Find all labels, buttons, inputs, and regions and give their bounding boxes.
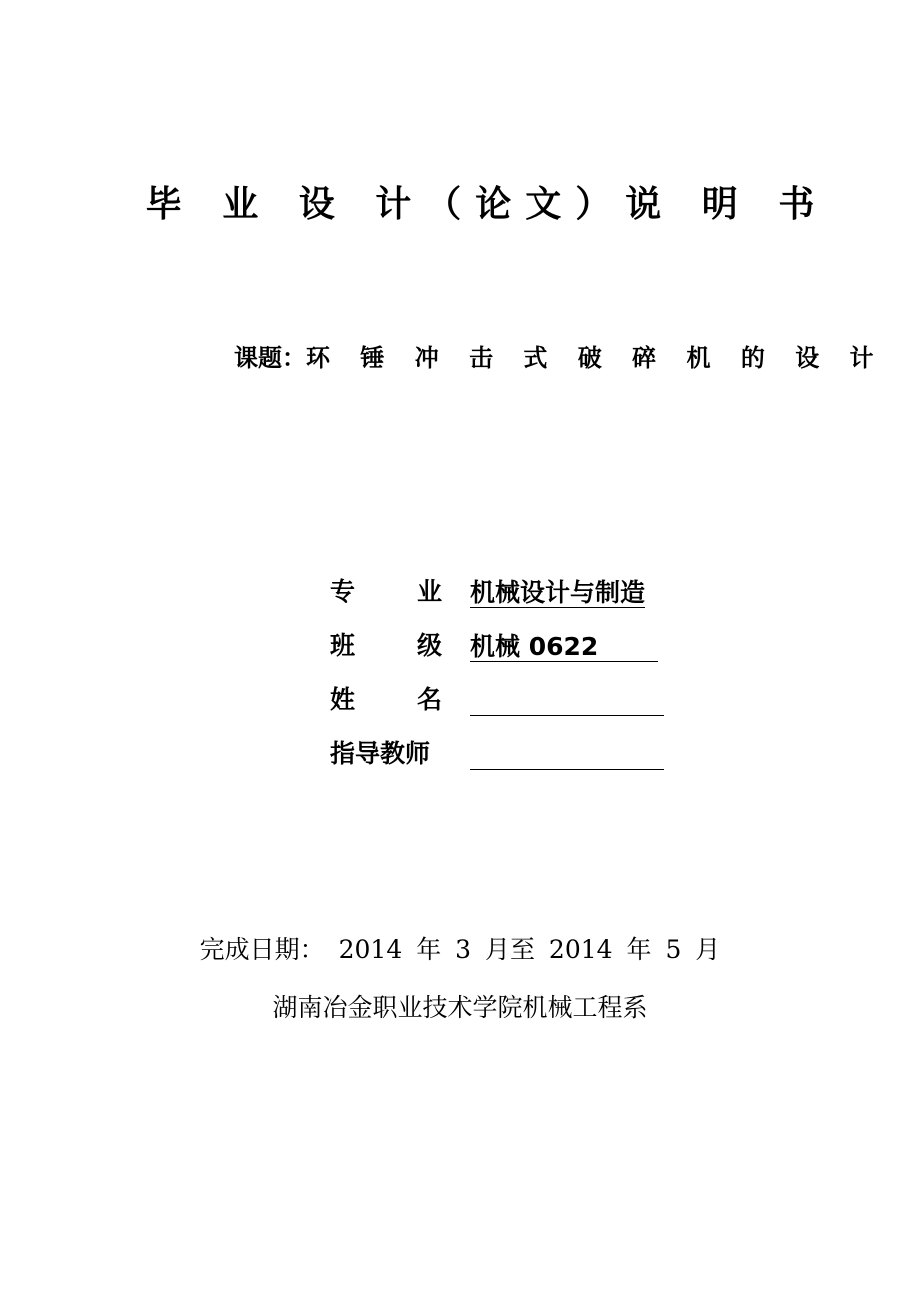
- class-label: 班 级: [330, 631, 442, 660]
- advisor-row: [330, 716, 664, 770]
- class-value-blank: [598, 632, 658, 662]
- subject-label: 课题：: [234, 344, 306, 372]
- advisor-label: 指导教师: [330, 739, 431, 768]
- subject-line: [234, 338, 885, 373]
- name-row: [330, 662, 664, 716]
- institution-name: 湖南冶金职业技术学院机械工程系: [272, 993, 648, 1022]
- document-title: 毕 业 设 计（论文）说 明 书: [145, 184, 829, 225]
- class-value-wrap: [470, 632, 658, 662]
- class-row: [330, 608, 664, 662]
- info-block: [330, 554, 664, 770]
- completion-date: 完成日期： 2014 年 3 月至 2014 年 5 月: [199, 935, 721, 964]
- major-value: 机械设计与制造: [470, 578, 646, 607]
- name-value: [470, 686, 664, 716]
- class-value: 机械 0622: [470, 632, 599, 661]
- major-row: [330, 554, 664, 608]
- name-label: 姓 名: [330, 685, 442, 714]
- advisor-value: [470, 740, 664, 770]
- subject-value: 环 锤 冲 击 式 破 碎 机 的 设 计: [306, 344, 885, 372]
- major-label: 专 业: [330, 577, 442, 606]
